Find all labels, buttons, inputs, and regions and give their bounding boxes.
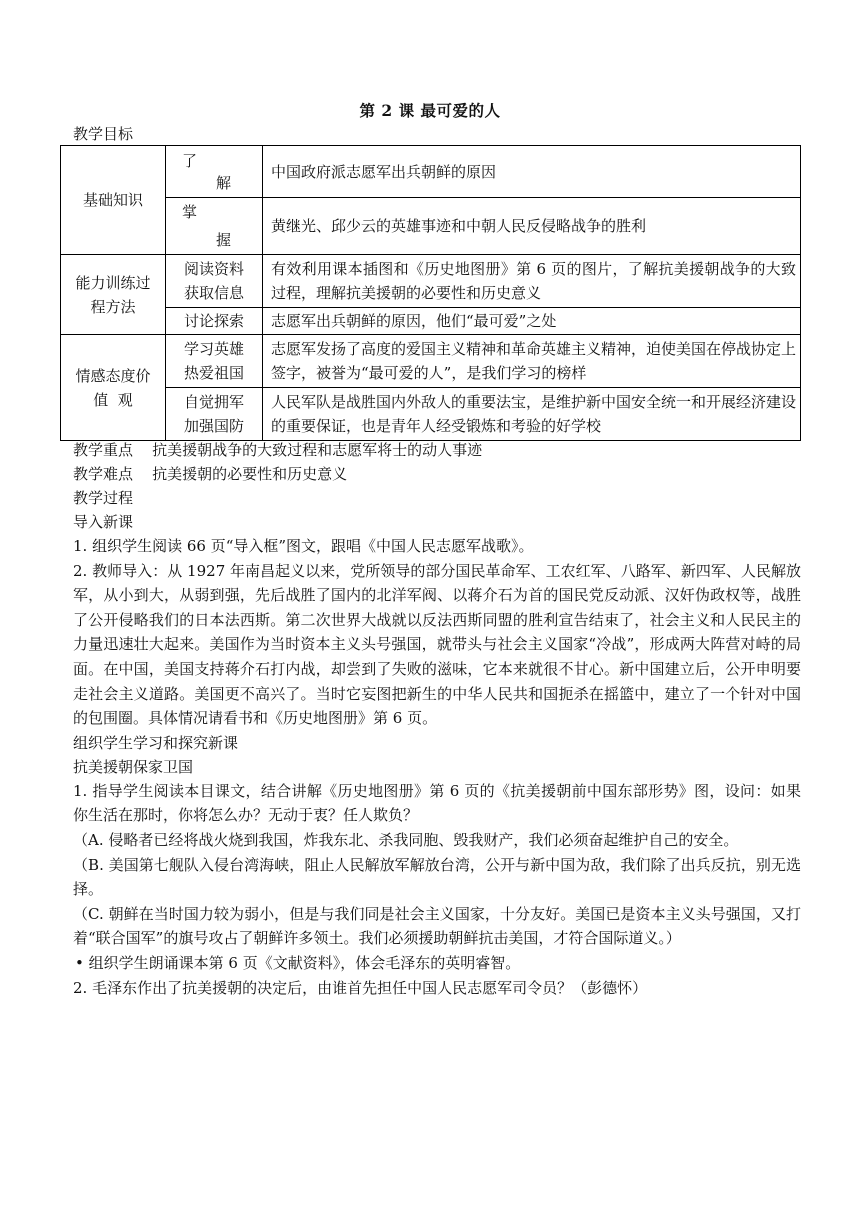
- answer-b: （B. 美国第七舰队入侵台湾海峡，阻止人民解放军解放台湾，公开与新中国为敌，我们除了出兵反抗，别无选择。: [73, 855, 801, 899]
- subcategory-label: 加强国防: [183, 417, 244, 435]
- subcategory-cell: [166, 335, 263, 388]
- description-cell: 志愿军发扬了高度的爱国主义精神和革命英雄主义精神，迫使美国在停战协定上签字，被誉为“最可爱的人”，是我们学习的榜样: [263, 335, 801, 388]
- category-label: 基础知识: [82, 191, 143, 209]
- subcategory-cell: [166, 255, 263, 308]
- subcategory-cell: [166, 198, 263, 255]
- subcategory-label: 解: [216, 173, 232, 192]
- bullet-item: • 组织学生朗诵课本第 6 页《文献资料》，体会毛泽东的英明睿智。: [75, 953, 521, 972]
- page-title: 第 2 课 最可爱的人: [359, 101, 501, 120]
- category-emotion: [61, 335, 166, 441]
- subcategory-cell: [166, 388, 263, 441]
- lesson-body: [73, 438, 801, 1000]
- category-ability: [61, 255, 166, 335]
- table-row: [61, 335, 801, 388]
- category-label: 情感态度价: [75, 366, 151, 385]
- description-cell: 志愿军出兵朝鲜的原因，他们“最可爱”之处: [263, 308, 801, 335]
- teaching-focus: 教学重点 抗美援朝战争的大致过程和志愿军将士的动人事迹: [73, 441, 483, 459]
- description-cell: 人民军队是战胜国内外敌人的重要法宝，是维护新中国安全统一和开展经济建设的重要保证，也是青年人经受锻炼和考验的好学校: [263, 388, 801, 441]
- category-label: 程方法: [90, 297, 136, 316]
- description-cell: 中国政府派志愿军出兵朝鲜的原因: [263, 146, 801, 198]
- subcategory-label: 热爱祖国: [183, 364, 244, 382]
- table-row: [61, 146, 801, 198]
- new-lesson-heading: 组织学生学习和探究新课: [73, 733, 239, 752]
- teaching-goals-table: [60, 145, 801, 441]
- subcategory-label: 获取信息: [183, 284, 244, 302]
- table-row: [61, 255, 801, 308]
- teaching-process-heading: 教学过程: [73, 489, 134, 507]
- paragraph: 2. 教师导入：从 1927 年南昌起义以来，党所领导的部分国民革命军、工农红军、八路军、新四军、人民解放军，从小到大，从弱到强，先后战胜了国内的北洋军阀、以蒋介石为首的国民党反动派、汉奸伪政权等，战胜了公开侵略我们的日本法西斯。第二次世界大战就以反法西斯同盟的胜利宣告结束了，社会主义和人民民主的力量迅速壮大起来。美国作为当时资本主义头号强国，就带头与社会主义国家“冷战”，形成两大阵营对峙的局面。在中国，美国支持蒋介石打内战，却尝到了失败的滋味，它本来就很不甘心。新中国建立后，公开申明要走社会主义道路。美国更不高兴了。当时它妄图把新生的中华人民共和国扼杀在摇篮中，建立了一个针对中国的包围圈。具体情况请看书和《历史地图册》第 6 页。: [73, 561, 801, 728]
- category-label: 能力训练过: [75, 273, 151, 292]
- subcategory-label: 讨论探索: [183, 312, 244, 330]
- subcategory-label: 自觉拥军: [183, 393, 244, 411]
- paragraph: 1. 组织学生阅读 66 页“导入框”图文，跟唱《中国人民志愿军战歌》。: [73, 537, 534, 555]
- table-row: [61, 198, 801, 255]
- subcategory-label: 掌: [182, 203, 198, 221]
- paragraph: 2. 毛泽东作出了抗美援朝的决定后，由谁首先担任中国人民志愿军司令员？（彭德怀）: [73, 978, 648, 997]
- description-cell: 黄继光、邱少云的英雄事迹和中朝人民反侵略战争的胜利: [263, 198, 801, 255]
- table-row: [61, 388, 801, 441]
- category-label: 值 观: [93, 390, 133, 409]
- category-basic: [61, 146, 166, 255]
- teaching-goals-label: 教学目标: [73, 125, 134, 143]
- subcategory-label: 了: [182, 151, 198, 170]
- table-row: [61, 308, 801, 335]
- intro-heading: 导入新课: [73, 513, 134, 531]
- teaching-difficulty: 教学难点 抗美援朝的必要性和历史意义: [73, 465, 348, 483]
- subcategory-cell: [166, 146, 263, 198]
- subcategory-label: 阅读资料: [183, 260, 244, 278]
- paragraph: 1. 指导学生阅读本目课文，结合讲解《历史地图册》第 6 页的《抗美援朝前中国东部形势》图，设问：如果你生活在那时，你将怎么办？无动于衷？任人欺负？: [73, 781, 801, 825]
- subcategory-cell: [166, 308, 263, 335]
- answer-a: （A. 侵略者已经将战火烧到我国，炸我东北、杀我同胞、毁我财产，我们必须奋起维护自己的安全。: [73, 830, 739, 849]
- section-heading: 抗美援朝保家卫国: [73, 757, 194, 776]
- subcategory-label: 学习英雄: [183, 340, 244, 358]
- description-cell: 有效利用课本插图和《历史地图册》第 6 页的图片，了解抗美援朝战争的大致过程，理解抗美援朝的必要性和历史意义: [263, 255, 801, 308]
- subcategory-label: 握: [216, 231, 232, 249]
- answer-c: （C. 朝鲜在当时国力较为弱小，但是与我们同是社会主义国家，十分友好。美国已是资本主义头号强国，又打着“联合国军”的旗号攻占了朝鲜许多领土。我们必须援助朝鲜抗击美国，才符合国际道义。）: [73, 904, 801, 948]
